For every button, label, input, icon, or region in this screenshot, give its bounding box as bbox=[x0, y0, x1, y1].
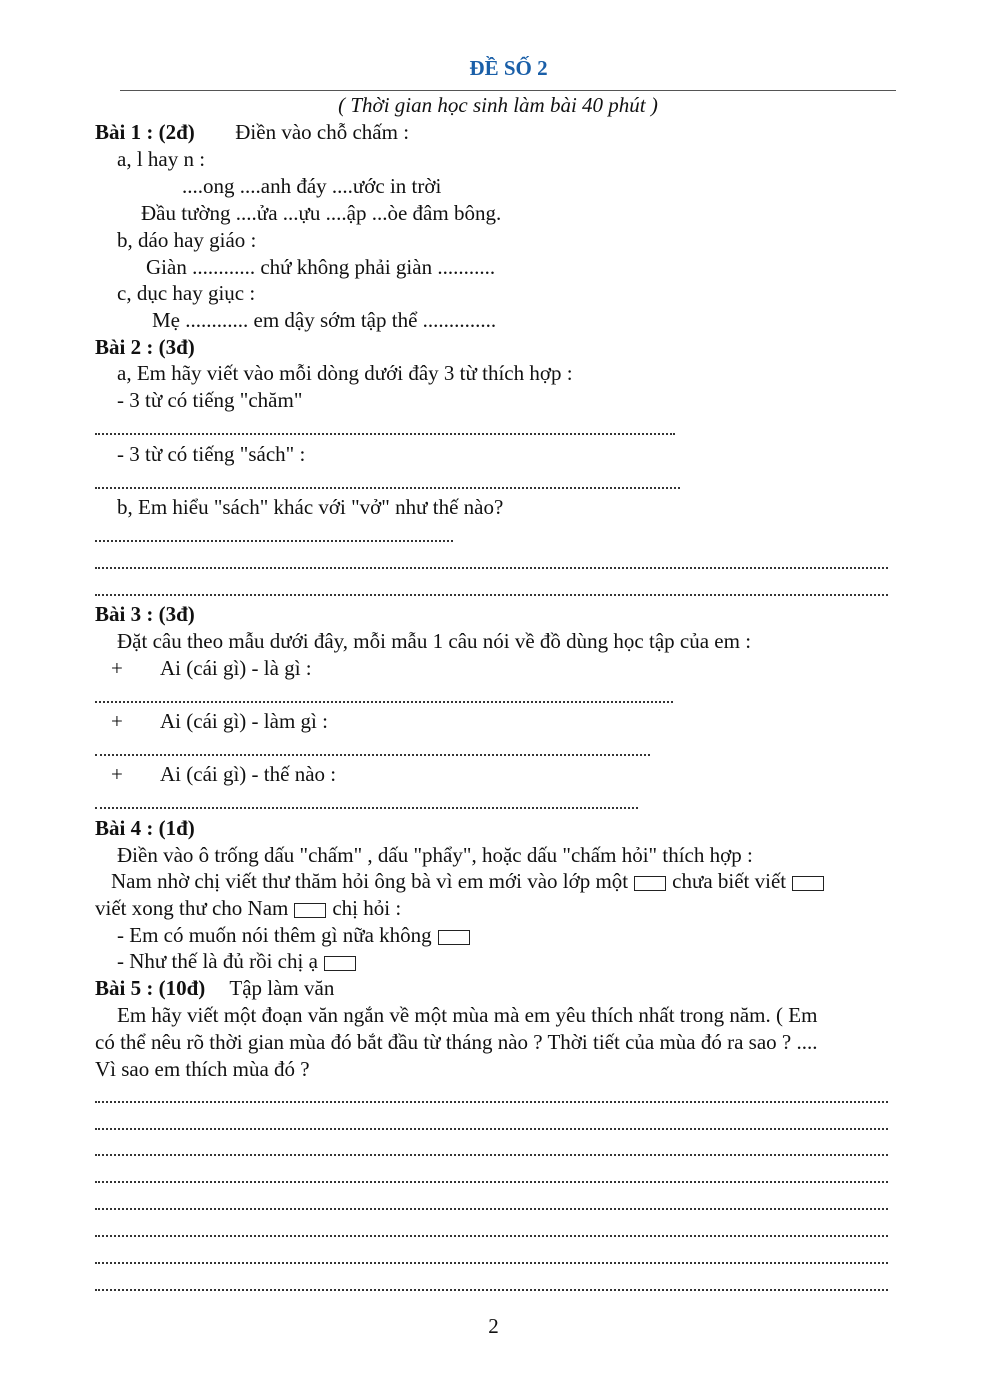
answer-box[interactable] bbox=[792, 876, 824, 891]
bai1-instruction: Điền vào chỗ chấm : bbox=[235, 120, 410, 144]
bai3-instruction: Đặt câu theo mẫu dưới đây, mỗi mẫu 1 câu nói về đồ dùng học tập của em : bbox=[117, 629, 752, 653]
answer-line[interactable] bbox=[95, 1208, 888, 1210]
answer-line[interactable] bbox=[95, 1289, 888, 1291]
bai5-heading: Bài 5 : (10đ) bbox=[95, 976, 206, 1000]
bai5-line1: Em hãy viết một đoạn văn ngắn về một mùa mà em yêu thích nhất trong năm. ( Em bbox=[117, 1003, 818, 1027]
bai4-line3 bbox=[117, 922, 476, 948]
header-divider bbox=[120, 90, 896, 91]
bai1-heading: Bài 1 : (2đ) bbox=[95, 120, 195, 144]
bai4-line2a: viết xong thư cho Nam bbox=[95, 896, 289, 920]
bai5-line2: có thể nêu rõ thời gian mùa đó bắt đầu từ tháng nào ? Thời tiết của mùa đó ra sao ? .... bbox=[95, 1030, 818, 1054]
bai5-topic: Tập làm văn bbox=[229, 976, 335, 1000]
bai2-heading: Bài 2 : (3đ) bbox=[95, 335, 195, 359]
time-note: ( Thời gian học sinh làm bài 40 phút ) bbox=[338, 93, 658, 117]
bai4-line1b: chưa biết viết bbox=[672, 869, 787, 893]
answer-line[interactable] bbox=[95, 594, 888, 596]
bai1-a-line2: Đầu tường ....ửa ...ựu ....ập ...òe đâm bông. bbox=[141, 201, 502, 225]
bai4-line3-text: - Em có muốn nói thêm gì nữa không bbox=[117, 923, 432, 947]
bai1-row bbox=[95, 119, 409, 145]
bai4-instruction: Điền vào ô trống dấu "chấm" , dấu "phẩy", hoặc dấu "chấm hỏi" thích hợp : bbox=[117, 843, 753, 867]
answer-line[interactable] bbox=[95, 807, 638, 809]
bai1-b-label: b, dáo hay giáo : bbox=[117, 228, 257, 252]
bai3-item3: Ai (cái gì) - thế nào : bbox=[160, 762, 337, 786]
bai4-line4 bbox=[117, 948, 362, 974]
answer-line[interactable] bbox=[95, 487, 680, 489]
bai3-bullet: + bbox=[111, 709, 123, 733]
bai2-item2: - 3 từ có tiếng "sách" : bbox=[117, 442, 306, 466]
bai1-c-label: c, dục hay giục : bbox=[117, 281, 256, 305]
answer-box[interactable] bbox=[438, 930, 470, 945]
answer-box[interactable] bbox=[294, 903, 326, 918]
bai1-c-line: Mẹ ............ em dậy sớm tập thể .............. bbox=[152, 308, 497, 332]
answer-line[interactable] bbox=[95, 433, 675, 435]
bai4-line2 bbox=[95, 895, 401, 921]
answer-line[interactable] bbox=[95, 540, 453, 542]
answer-line[interactable] bbox=[95, 754, 650, 756]
answer-line[interactable] bbox=[95, 1154, 888, 1156]
answer-line[interactable] bbox=[95, 1128, 888, 1130]
page-number: 2 bbox=[488, 1314, 499, 1338]
answer-line[interactable] bbox=[95, 1101, 888, 1103]
bai4-line1a: Nam nhờ chị viết thư thăm hỏi ông bà vì em mới vào lớp một bbox=[111, 869, 629, 893]
answer-line[interactable] bbox=[95, 701, 673, 703]
answer-line[interactable] bbox=[95, 1235, 888, 1237]
bai1-a-line1: ....ong ....anh đáy ....ước in trời bbox=[182, 174, 442, 198]
answer-line[interactable] bbox=[95, 1262, 888, 1264]
bai1-b-line: Giàn ............ chứ không phải giàn ........... bbox=[146, 255, 496, 279]
bai5-line3: Vì sao em thích mùa đó ? bbox=[95, 1057, 310, 1081]
page-title: ĐỀ SỐ 2 bbox=[469, 56, 548, 80]
answer-box[interactable] bbox=[324, 956, 356, 971]
bai3-item1: Ai (cái gì) - là gì : bbox=[160, 656, 312, 680]
bai3-bullet: + bbox=[111, 762, 123, 786]
bai4-line4-text: - Như thế là đủ rồi chị ạ bbox=[117, 949, 318, 973]
answer-box[interactable] bbox=[634, 876, 666, 891]
bai4-line1 bbox=[111, 868, 830, 894]
answer-line[interactable] bbox=[95, 567, 888, 569]
bai2-b-label: b, Em hiểu "sách" khác với "vở" như thế nào? bbox=[117, 495, 504, 519]
bai2-a-label: a, Em hãy viết vào mỗi dòng dưới đây 3 từ thích hợp : bbox=[117, 361, 573, 385]
bai4-line2b: chị hỏi : bbox=[332, 896, 402, 920]
bai3-heading: Bài 3 : (3đ) bbox=[95, 602, 195, 626]
bai4-heading: Bài 4 : (1đ) bbox=[95, 816, 195, 840]
answer-line[interactable] bbox=[95, 1181, 888, 1183]
bai3-bullet: + bbox=[111, 656, 123, 680]
bai2-item1: - 3 từ có tiếng "chăm" bbox=[117, 388, 303, 412]
bai1-a-label: a, l hay n : bbox=[117, 147, 206, 171]
bai3-item2: Ai (cái gì) - làm gì : bbox=[160, 709, 328, 733]
bai5-row bbox=[95, 975, 334, 1001]
